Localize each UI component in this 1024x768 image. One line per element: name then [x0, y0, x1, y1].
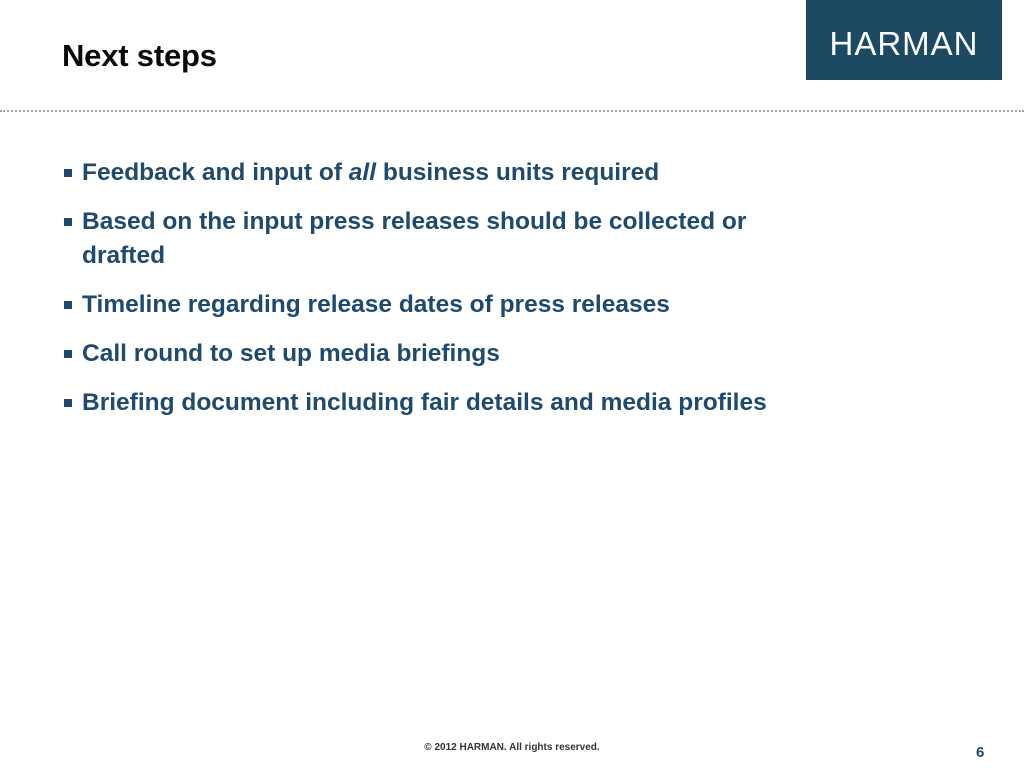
title-divider — [0, 110, 1024, 112]
square-bullet-icon — [64, 350, 72, 358]
bullet-item — [62, 386, 782, 420]
page-number: 6 — [976, 744, 985, 761]
bullet-item — [62, 205, 782, 273]
bullet-emphasis: all — [348, 159, 377, 186]
square-bullet-icon — [64, 399, 72, 407]
bullet-text: Based on the input press releases should be collected or drafted — [82, 208, 747, 269]
bullet-item — [62, 337, 782, 371]
square-bullet-icon — [64, 169, 72, 177]
bullet-list — [62, 156, 782, 435]
harman-logo — [806, 0, 1002, 80]
bullet-text: Call round to set up media briefings — [82, 340, 500, 367]
bullet-text-before: Feedback and input of — [82, 159, 349, 186]
bullet-item — [62, 156, 782, 190]
square-bullet-icon — [64, 218, 72, 226]
bullet-item — [62, 288, 782, 322]
copyright-footer: © 2012 HARMAN. All rights reserved. — [424, 742, 600, 753]
bullet-text: Briefing document including fair details and media profiles — [82, 389, 767, 416]
logo-text: HARMAN — [829, 25, 979, 62]
bullet-text-after: business units required — [376, 159, 660, 186]
slide-title: Next steps — [62, 38, 217, 73]
bullet-text: Timeline regarding release dates of press releases — [82, 291, 670, 318]
square-bullet-icon — [64, 301, 72, 309]
